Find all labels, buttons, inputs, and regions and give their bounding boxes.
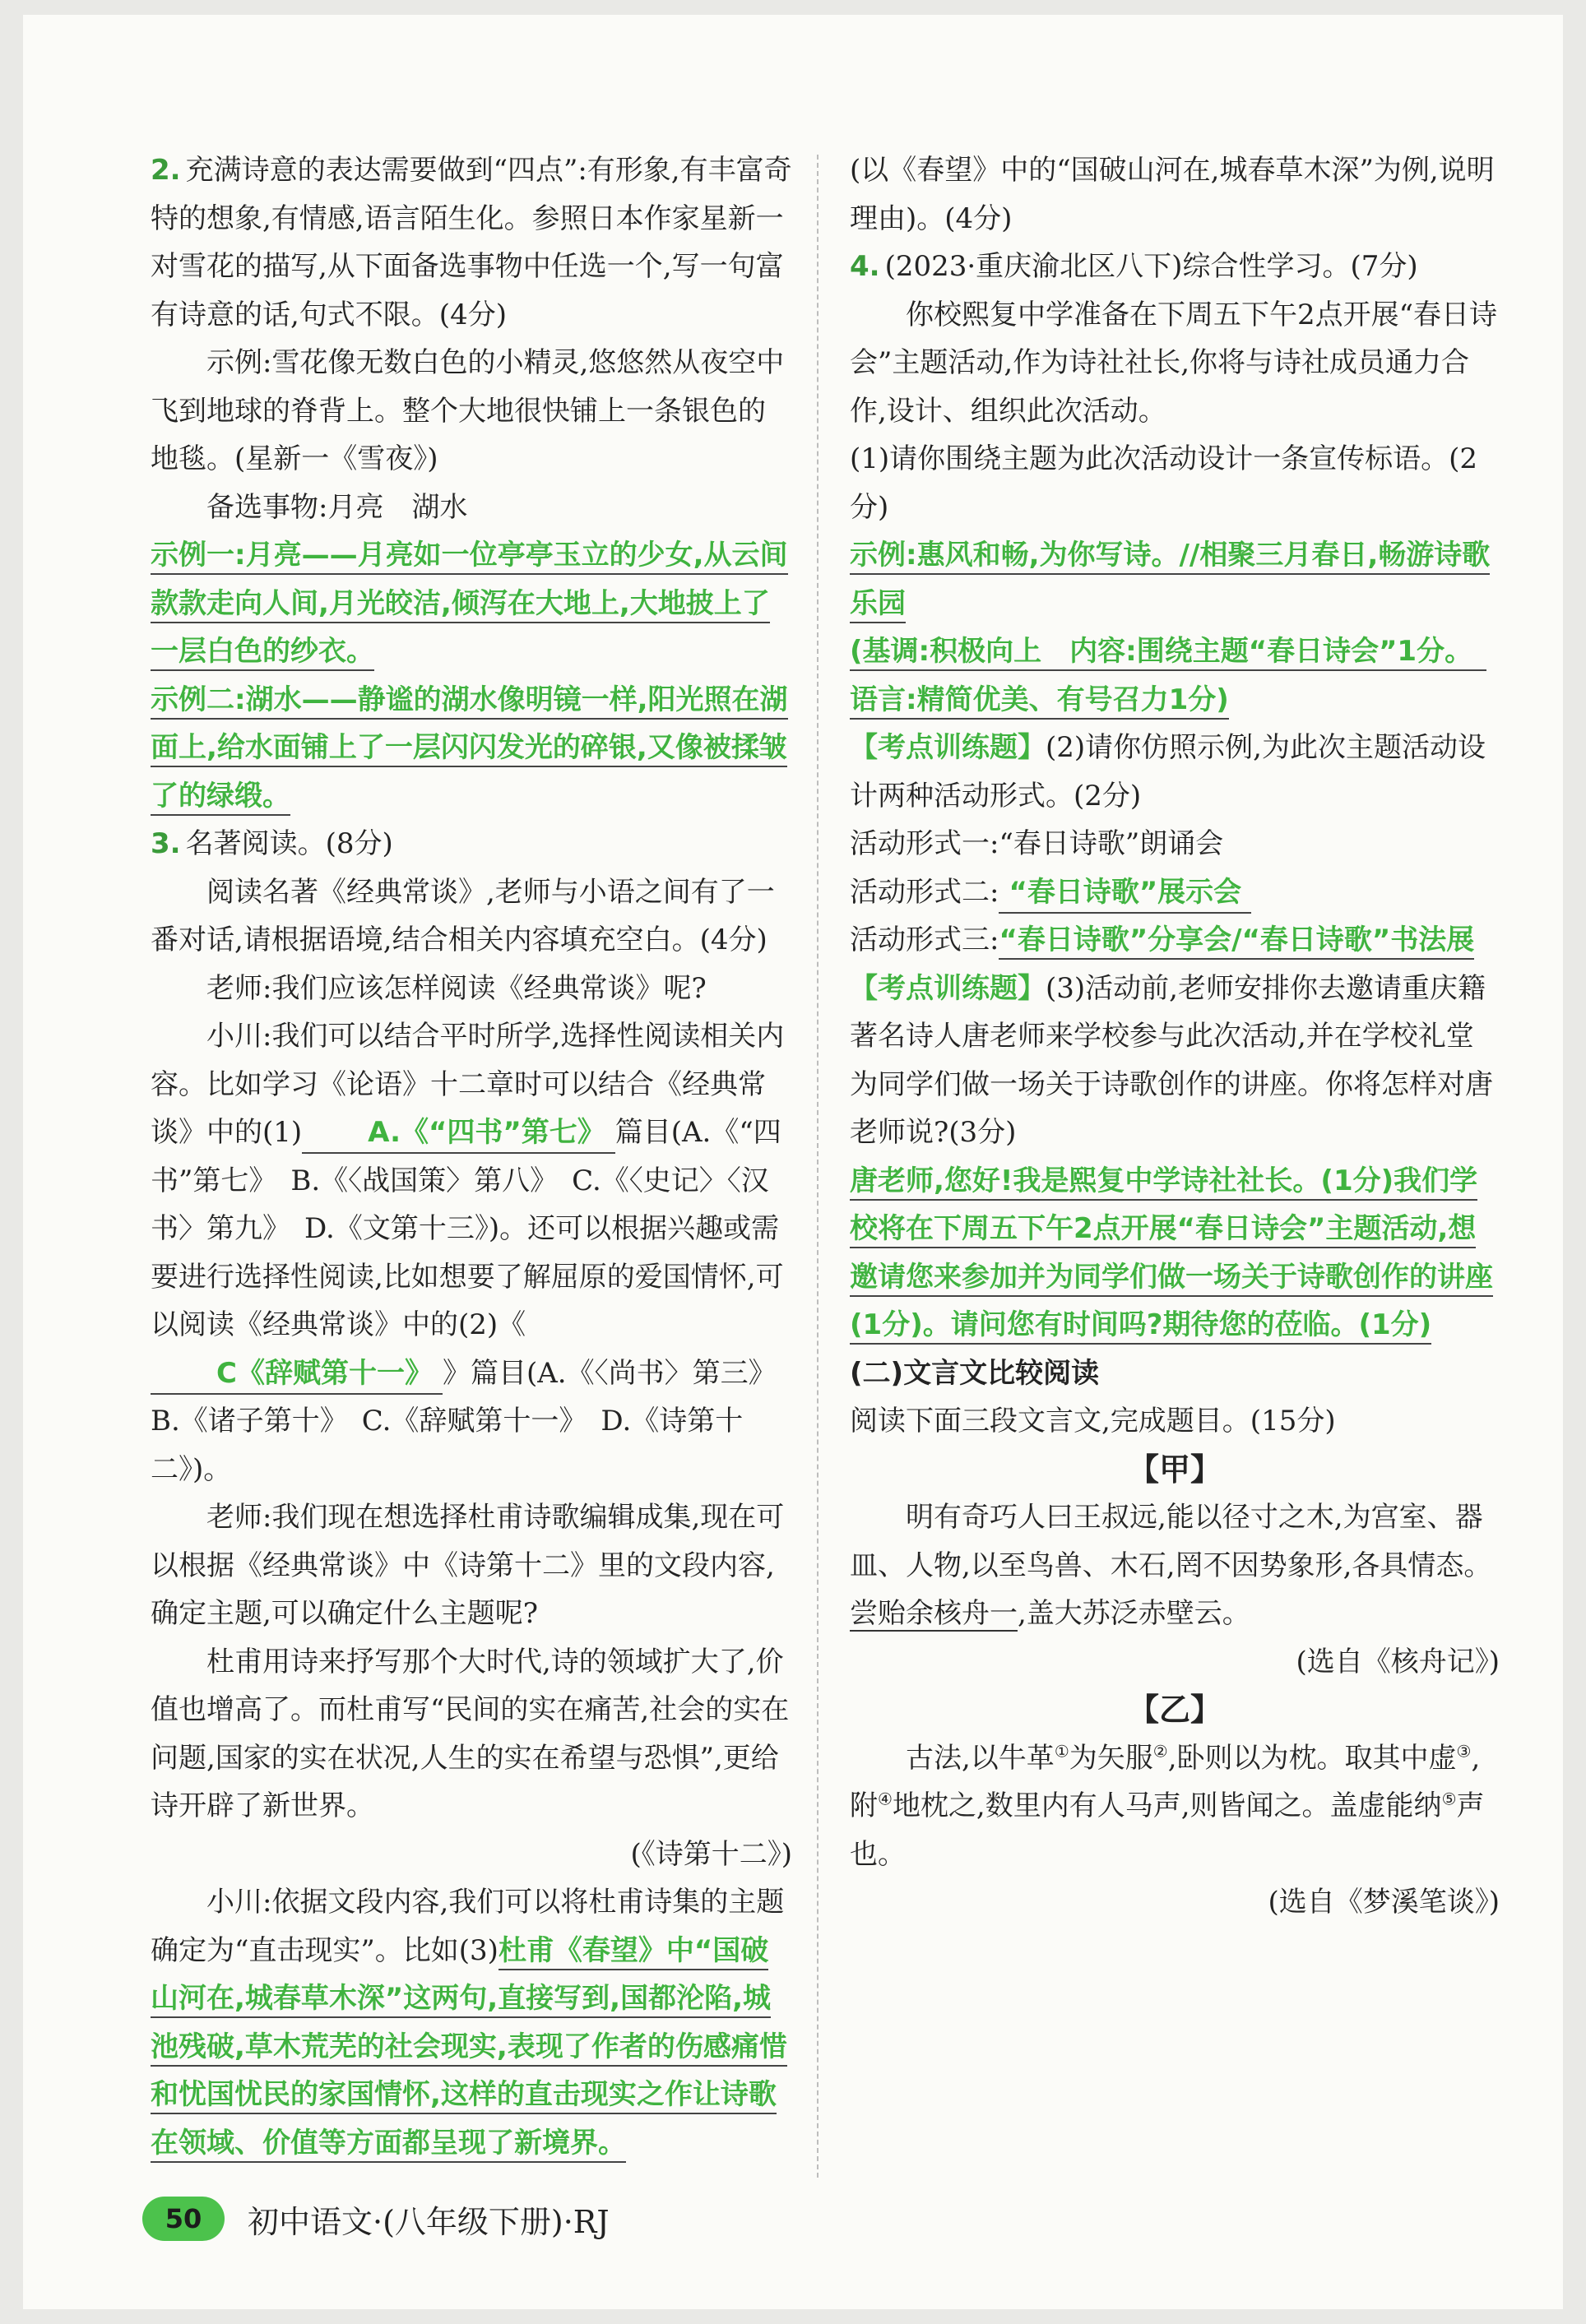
passage-jia-text: 明有奇巧人曰王叔远,能以径寸之木,为宫室、器皿、人物,以至鸟兽、木石,罔不因势象形,各具情态。尝贻余核舟一,盖大苏泛赤壁云。 <box>850 1501 1492 1630</box>
blank-1-answer: A.《“四书”第七》 <box>302 1113 615 1154</box>
q2-example: 示例:雪花像无数白色的小精灵,悠悠然从夜空中飞到地球的脊背上。整个大地很快铺上一条银色的地毯。(星新一《雪夜》) <box>151 346 785 475</box>
page-footer <box>142 2190 610 2248</box>
q3-intro: 阅读名著《经典常谈》,老师与小语之间有了一番对话,请根据语境,结合相关内容填充空白。(4分) <box>151 875 775 956</box>
passage-yi-source: (选自《梦溪笔谈》) <box>1268 1886 1500 1919</box>
passage-yi-text: 古法,以牛革①为矢服②,卧则以为枕。取其中虚③,附④地枕之,数里内有人马声,则皆闻之。盖虚能纳⑤声也。 <box>850 1741 1485 1871</box>
book-title: 初中语文·(八年级下册)·RJ <box>248 2203 610 2240</box>
q4-form-3: 活动形式三:“春日诗歌”分享会/“春日诗歌”书法展 <box>850 916 1500 965</box>
left-column <box>151 146 792 2167</box>
blank-2-answer: C《辞赋第十一》 <box>151 1354 443 1395</box>
passage-yi-label: 【乙】 <box>1127 1692 1222 1728</box>
q3-number: 3. <box>151 827 181 860</box>
q3-ending: (以《春望》中的“国破山河在,城春草木深”为例,说明理由)。(4分) <box>850 154 1495 235</box>
q2-options: 备选事物:月亮 湖水 <box>206 490 468 524</box>
q4-answer-3: 唐老师,您好!我是熙复中学诗社社长。(1分)我们学校将在下周五下午2点开展“春日诗会”主题活动,想邀请您来参加并为同学们做一场关于诗歌创作的讲座(1分)。请问您有时间吗?期待您的莅临。(1分) <box>850 1157 1500 1349</box>
q3-student-1: 小川:我们可以结合平时所学,选择性阅读相关内容。比如学习《论语》十二章时可以结合《经典常谈》中的(1) A.《“四书”第七》 篇目(A.《“四书”第七》 B.《〈战国策〉第八》 C.《〈史记〉〈汉书〉第九》 D.《文第十三》)。还可以根据兴趣或需要进行选择性阅读,比如想要了解屈原的爱国情怀,可以阅读《经典常谈》中的(2)《C《辞赋第十一》 》篇目(A.《〈尚书〉第三》 B.《诸子第十》 C.《辞赋第十一》 D.《诗第十二》)。 <box>151 1020 791 1486</box>
practice-tag-2: 【考点训练题】 <box>850 971 1046 1005</box>
section-2-intro: 阅读下面三段文言文,完成题目。(15分) <box>850 1405 1336 1437</box>
q4-answer-1-rubric: (基调:积极向上 内容:围绕主题“春日诗会”1分。 语言:精简优美、有号召力1分) <box>850 627 1500 724</box>
section-2-title: (二)文言文比较阅读 <box>850 1356 1100 1390</box>
q4-intro: 你校熙复中学准备在下周五下午2点开展“春日诗会”主题活动,作为诗社社长,你将与诗社成员通力合作,设计、组织此次活动。 <box>850 298 1498 428</box>
q2-answer-2: 示例二:湖水——静谧的湖水像明镜一样,阳光照在湖面上,给水面铺上了一层闪闪发光的碎银,又像被揉皱了的绿缎。 <box>151 676 792 821</box>
q4-part-2: 【考点训练题】(2)请你仿照示例,为此次主题活动设计两种活动形式。(2分) <box>850 731 1486 812</box>
q4-part-3: 【考点训练题】(3)活动前,老师安排你去邀请重庆籍著名诗人唐老师来学校参与此次活动,并在学校礼堂为同学们做一场关于诗歌创作的讲座。你将怎样对唐老师说?(3分) <box>850 971 1493 1149</box>
q3-title: 3. 名著阅读。(8分) <box>151 827 393 860</box>
q4-form-1: 活动形式一:“春日诗歌”朗诵会 <box>850 827 1224 860</box>
q3-quote-source: (《诗第十二》) <box>630 1837 792 1871</box>
passage-jia-label: 【甲】 <box>1127 1451 1222 1488</box>
q4-answer-1: 示例:惠风和畅,为你写诗。//相聚三月春日,畅游诗歌乐园 <box>850 531 1500 627</box>
q4-form-2: 活动形式二: “春日诗歌”展示会 <box>850 868 1500 917</box>
practice-tag: 【考点训练题】 <box>850 731 1046 764</box>
textbook-page <box>23 15 1563 2309</box>
q4-title: 4. (2023·重庆渝北区八下)综合性学习。(7分) <box>850 250 1418 283</box>
blank-3-answer: 杜甫《春望》中“国破山河在,城春草木深”这两句,直接写到,国都沦陷,城池残破,草木荒芜的社会现实,表现了作者的伤感痛惜和忧国忧民的家国情怀,这样的直击现实之作让诗歌在领域、价值等方面都呈现了新境界。 <box>151 1934 787 2163</box>
q2-answer-1: 示例一:月亮——月亮如一位亭亭玉立的少女,从云间款款走向人间,月光皎洁,倾泻在大地上,大地披上了一层白色的纱衣。 <box>151 531 792 676</box>
q2-stem: 2. 充满诗意的表达需要做到“四点”:有形象,有丰富奇特的想象,有情感,语言陌生化。参照日本作家星新一对雪花的描写,从下面备选事物中任选一个,写一句富有诗意的话,句式不限。(4分) <box>151 154 792 331</box>
q2-number: 2. <box>151 154 181 187</box>
column-divider <box>817 155 819 2178</box>
right-column <box>850 146 1500 1927</box>
q4-part-1: (1)请你围绕主题为此次活动设计一条宣传标语。(2分) <box>850 442 1478 524</box>
passage-jia-source: (选自《核舟记》) <box>1296 1645 1500 1678</box>
q4-number: 4. <box>850 250 880 283</box>
q3-teacher-2: 老师:我们现在想选择杜甫诗歌编辑成集,现在可以根据《经典常谈》中《诗第十二》里的文段内容,确定主题,可以确定什么主题呢? <box>151 1501 785 1630</box>
q3-student-2: 小川:依据文段内容,我们可以将杜甫诗集的主题确定为“直击现实”。比如(3)杜甫《春望》中“国破山河在,城春草木深”这两句,直接写到,国都沦陷,城池残破,草木荒芜的社会现实,表现了作者的伤感痛惜和忧国忧民的家国情怀,这样的直击现实之作让诗歌在领域、价值等方面都呈现了新境界。 <box>151 1878 792 2167</box>
page-number: 50 <box>142 2197 225 2241</box>
q3-quote: 杜甫用诗来抒写那个大时代,诗的领域扩大了,价值也增高了。而杜甫写“民间的实在痛苦,社会的实在问题,国家的实在状况,人生的实在希望与恐惧”,更给诗开辟了新世界。 <box>151 1645 790 1822</box>
q3-teacher-1: 老师:我们应该怎样阅读《经典常谈》呢? <box>206 971 707 1005</box>
